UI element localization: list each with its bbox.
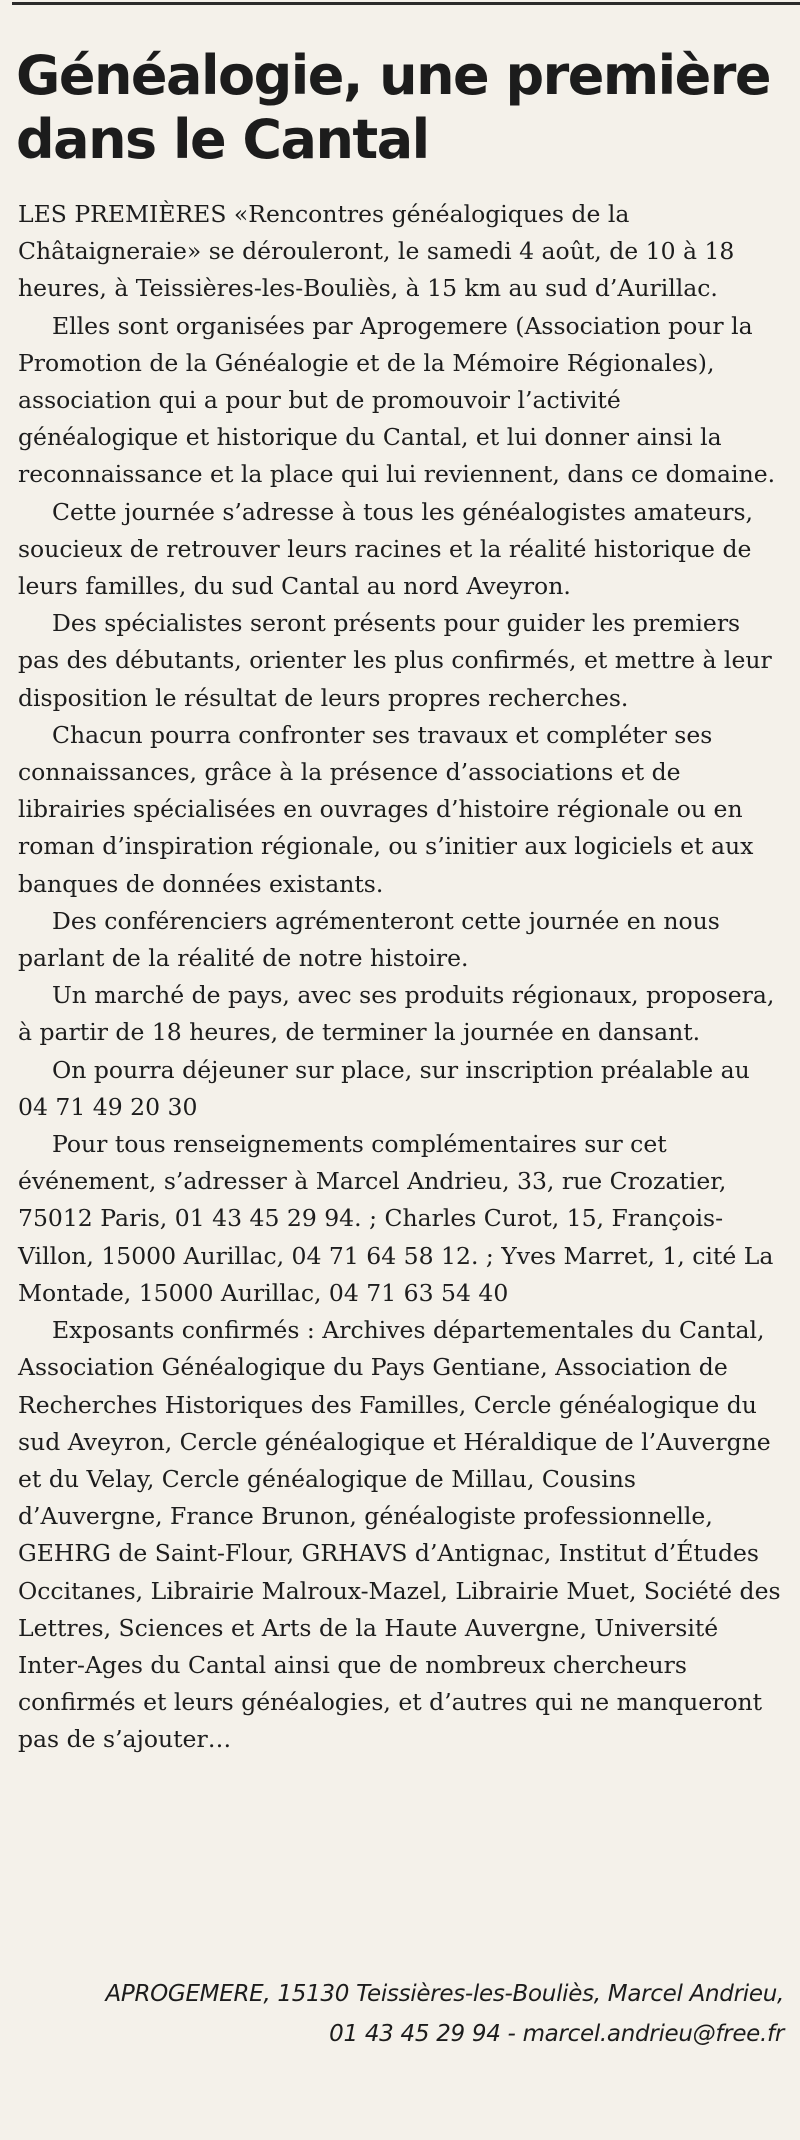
- article-paragraph-specialists: Des spécialistes seront présents pour guider les premiers pas des débutants, orienter les plus confirmés, et mettre à leur disposition le résultat de leurs propres recherches.: [18, 609, 772, 712]
- article-signature: [84, 1974, 784, 2054]
- article-body: [18, 196, 782, 1759]
- top-rule-divider: [12, 2, 800, 5]
- article-paragraph-exhibitors: Exposants confirmés : Archives départementales du Cantal, Association Généalogique du Pays Gentiane, Association de Recherches Historiques des Familles, Cercle généalogique du sud Aveyron, Cercle généalogique et Héraldique de l’Auvergne et du Velay, Cercle généalogique de Millau, Cousins d’Auvergne, France Brunon, généalogiste professionnelle, GEHRG de Saint-Flour, GRHAVS d’Antignac, Institut d’Études Occitanes, Librairie Malroux-Mazel, Librairie Muet, Société des Lettres, Sciences et Arts de la Haute Auvergne, Université Inter-Ages du Cantal ainsi que de nombreux chercheurs confirmés et leurs généalogies, et d’autres qui ne manqueront pas de s’ajouter…: [18, 1316, 781, 1754]
- article-paragraph-resources: Chacun pourra confronter ses travaux et compléter ses connaissances, grâce à la présence d’associations et de librairies spécialisées en ouvrages d’histoire régionale ou en roman d’inspiration régionale, ou s’initier aux logiciels et aux banques de données existants.: [18, 720, 754, 898]
- article-paragraph-intro: LES PREMIÈRES «Rencontres généalogiques de la Châtaigneraie» se dérouleront, le samedi 4 août, de 10 à 18 heures, à Teissières-les-Bouliès, à 15 km au sud d’Aurillac.: [18, 200, 735, 303]
- article-headline: Généalogie, une première dans le Cantal: [16, 44, 771, 171]
- article-paragraph-lunch: On pourra déjeuner sur place, sur inscription préalable au 04 71 49 20 30: [18, 1055, 750, 1121]
- article-paragraph-market: Un marché de pays, avec ses produits régionaux, proposera, à partir de 18 heures, de terminer la journée en dansant.: [18, 981, 775, 1047]
- article-paragraph-contacts: Pour tous renseignements complémentaires sur cet événement, s’adresser à Marcel Andrieu, 33, rue Crozatier, 75012 Paris, 01 43 45 29 94. ; Charles Curot, 15, François-Villon, 15000 Aurillac, 04 71 64 58 12. ; Yves Marret, 1, cité La Montade, 15000 Aurillac, 04 71 63 54 40: [18, 1130, 774, 1307]
- article-paragraph-organizer: Elles sont organisées par Aprogemere (Association pour la Promotion de la Généalogie et de la Mémoire Régionales), association qui a pour but de promouvoir l’activité généalogique et historique du Cantal, et lui donner ainsi la reconnaissance et la place qui lui reviennent, dans ce domaine.: [18, 311, 776, 489]
- article-paragraph-audience: Cette journée s’adresse à tous les généalogistes amateurs, soucieux de retrouver leurs racines et la réalité historique de leurs familles, du sud Cantal au nord Aveyron.: [18, 497, 754, 601]
- article-paragraph-speakers: Des conférenciers agrémenteront cette journée en nous parlant de la réalité de notre histoire.: [18, 906, 720, 973]
- signature-address-line: APROGEMERE, 15130 Teissières-les-Bouliès, Marcel Andrieu,: [105, 1981, 784, 2007]
- signature-contact-line: 01 43 45 29 94 - marcel.andrieu@free.fr: [329, 2021, 784, 2047]
